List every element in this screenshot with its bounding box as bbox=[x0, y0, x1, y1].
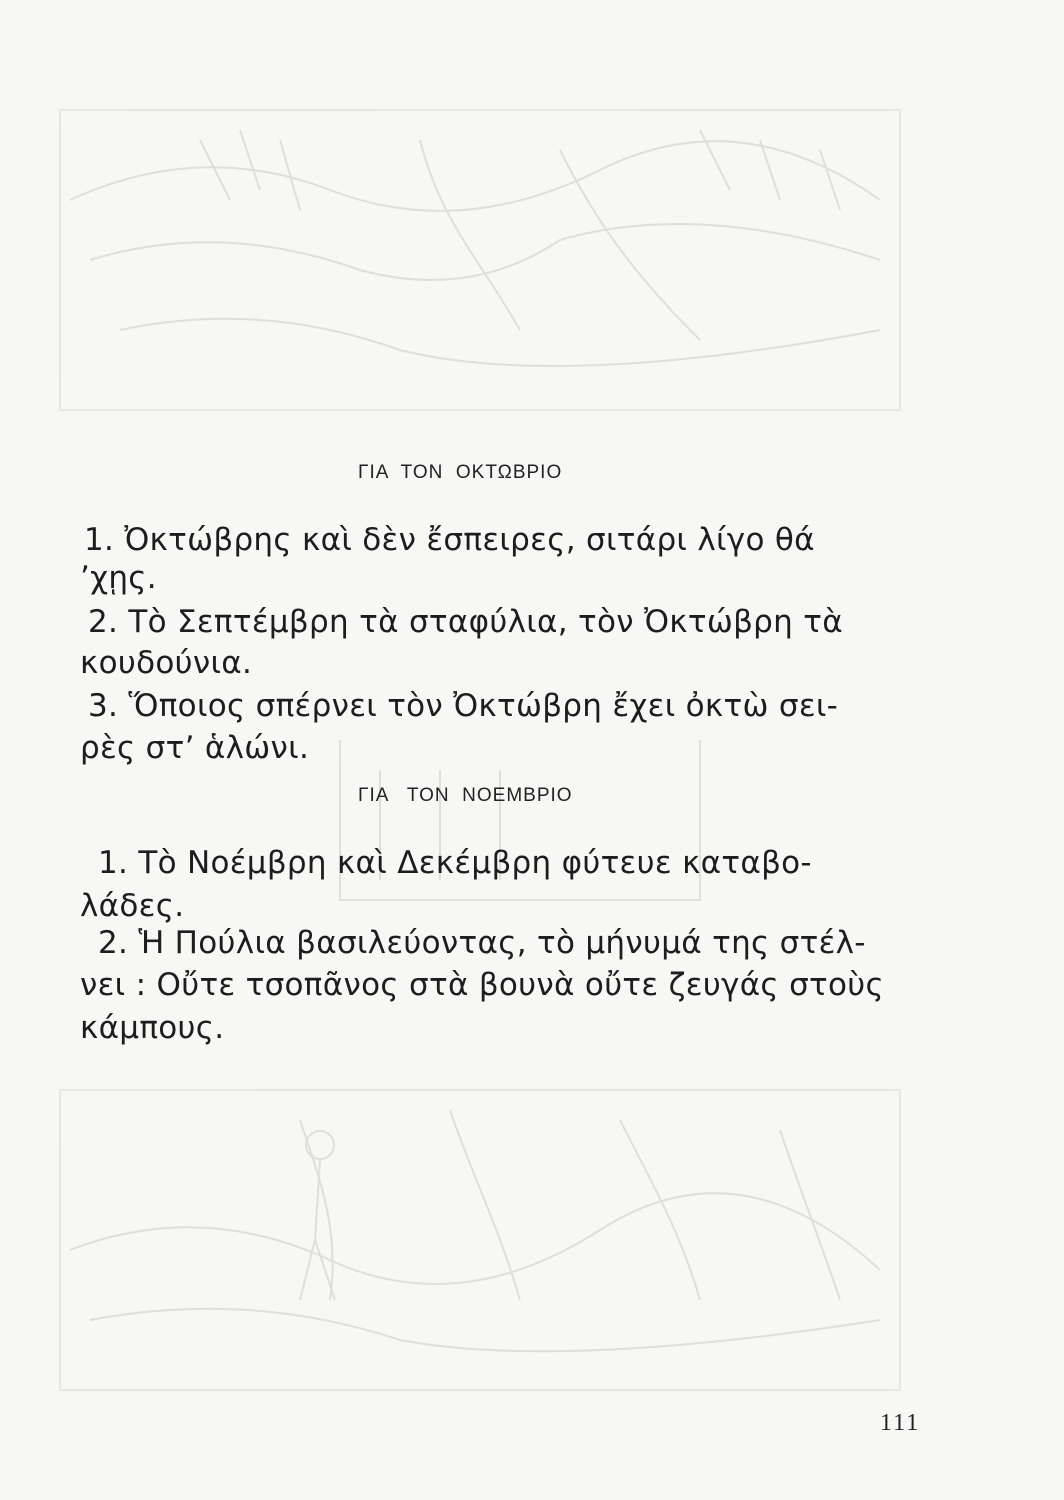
section-heading: ΓΙΑ ΤΟΝ ΝΟΕΜΒΡΙΟ bbox=[358, 785, 573, 806]
text-line: νει : Οὔτε τσοπᾶνος στὰ βουνὰ οὔτε ζευγάς στοὺς bbox=[80, 967, 884, 1003]
text-line: 2. Τὸ Σεπτέμβρη τὰ σταφύλια, τὸν Ὀκτώβρη τὰ bbox=[88, 604, 843, 640]
text-line: 2. Ἡ Πούλια βασιλεύοντας, τὸ μήνυμά της στέλ- bbox=[98, 925, 866, 961]
section-heading: ΓΙΑ ΤΟΝ ΟΚΤΩΒΡΙΟ bbox=[358, 462, 563, 483]
text-line: λάδες. bbox=[80, 888, 185, 924]
text-line: κουδούνια. bbox=[80, 645, 253, 681]
text-line: 1. Τὸ Νοέμβρη καὶ Δεκέμβρη φύτευε καταβο- bbox=[98, 845, 812, 881]
text-line: κάμπους. bbox=[80, 1010, 225, 1046]
text-line: ʼχῃς. bbox=[80, 560, 157, 596]
text-line: 3. Ὅποιος σπέρνει τὸν Ὀκτώβρη ἔχει ὀκτὼ σει- bbox=[88, 688, 839, 724]
text-line: 1. Ὀκτώβρης καὶ δὲν ἔσπειρες, σιτάρι λίγο θά bbox=[84, 522, 815, 558]
page-number: 111 bbox=[880, 1410, 921, 1436]
text-line: ρὲς στʼ ἁλώνι. bbox=[80, 730, 310, 766]
